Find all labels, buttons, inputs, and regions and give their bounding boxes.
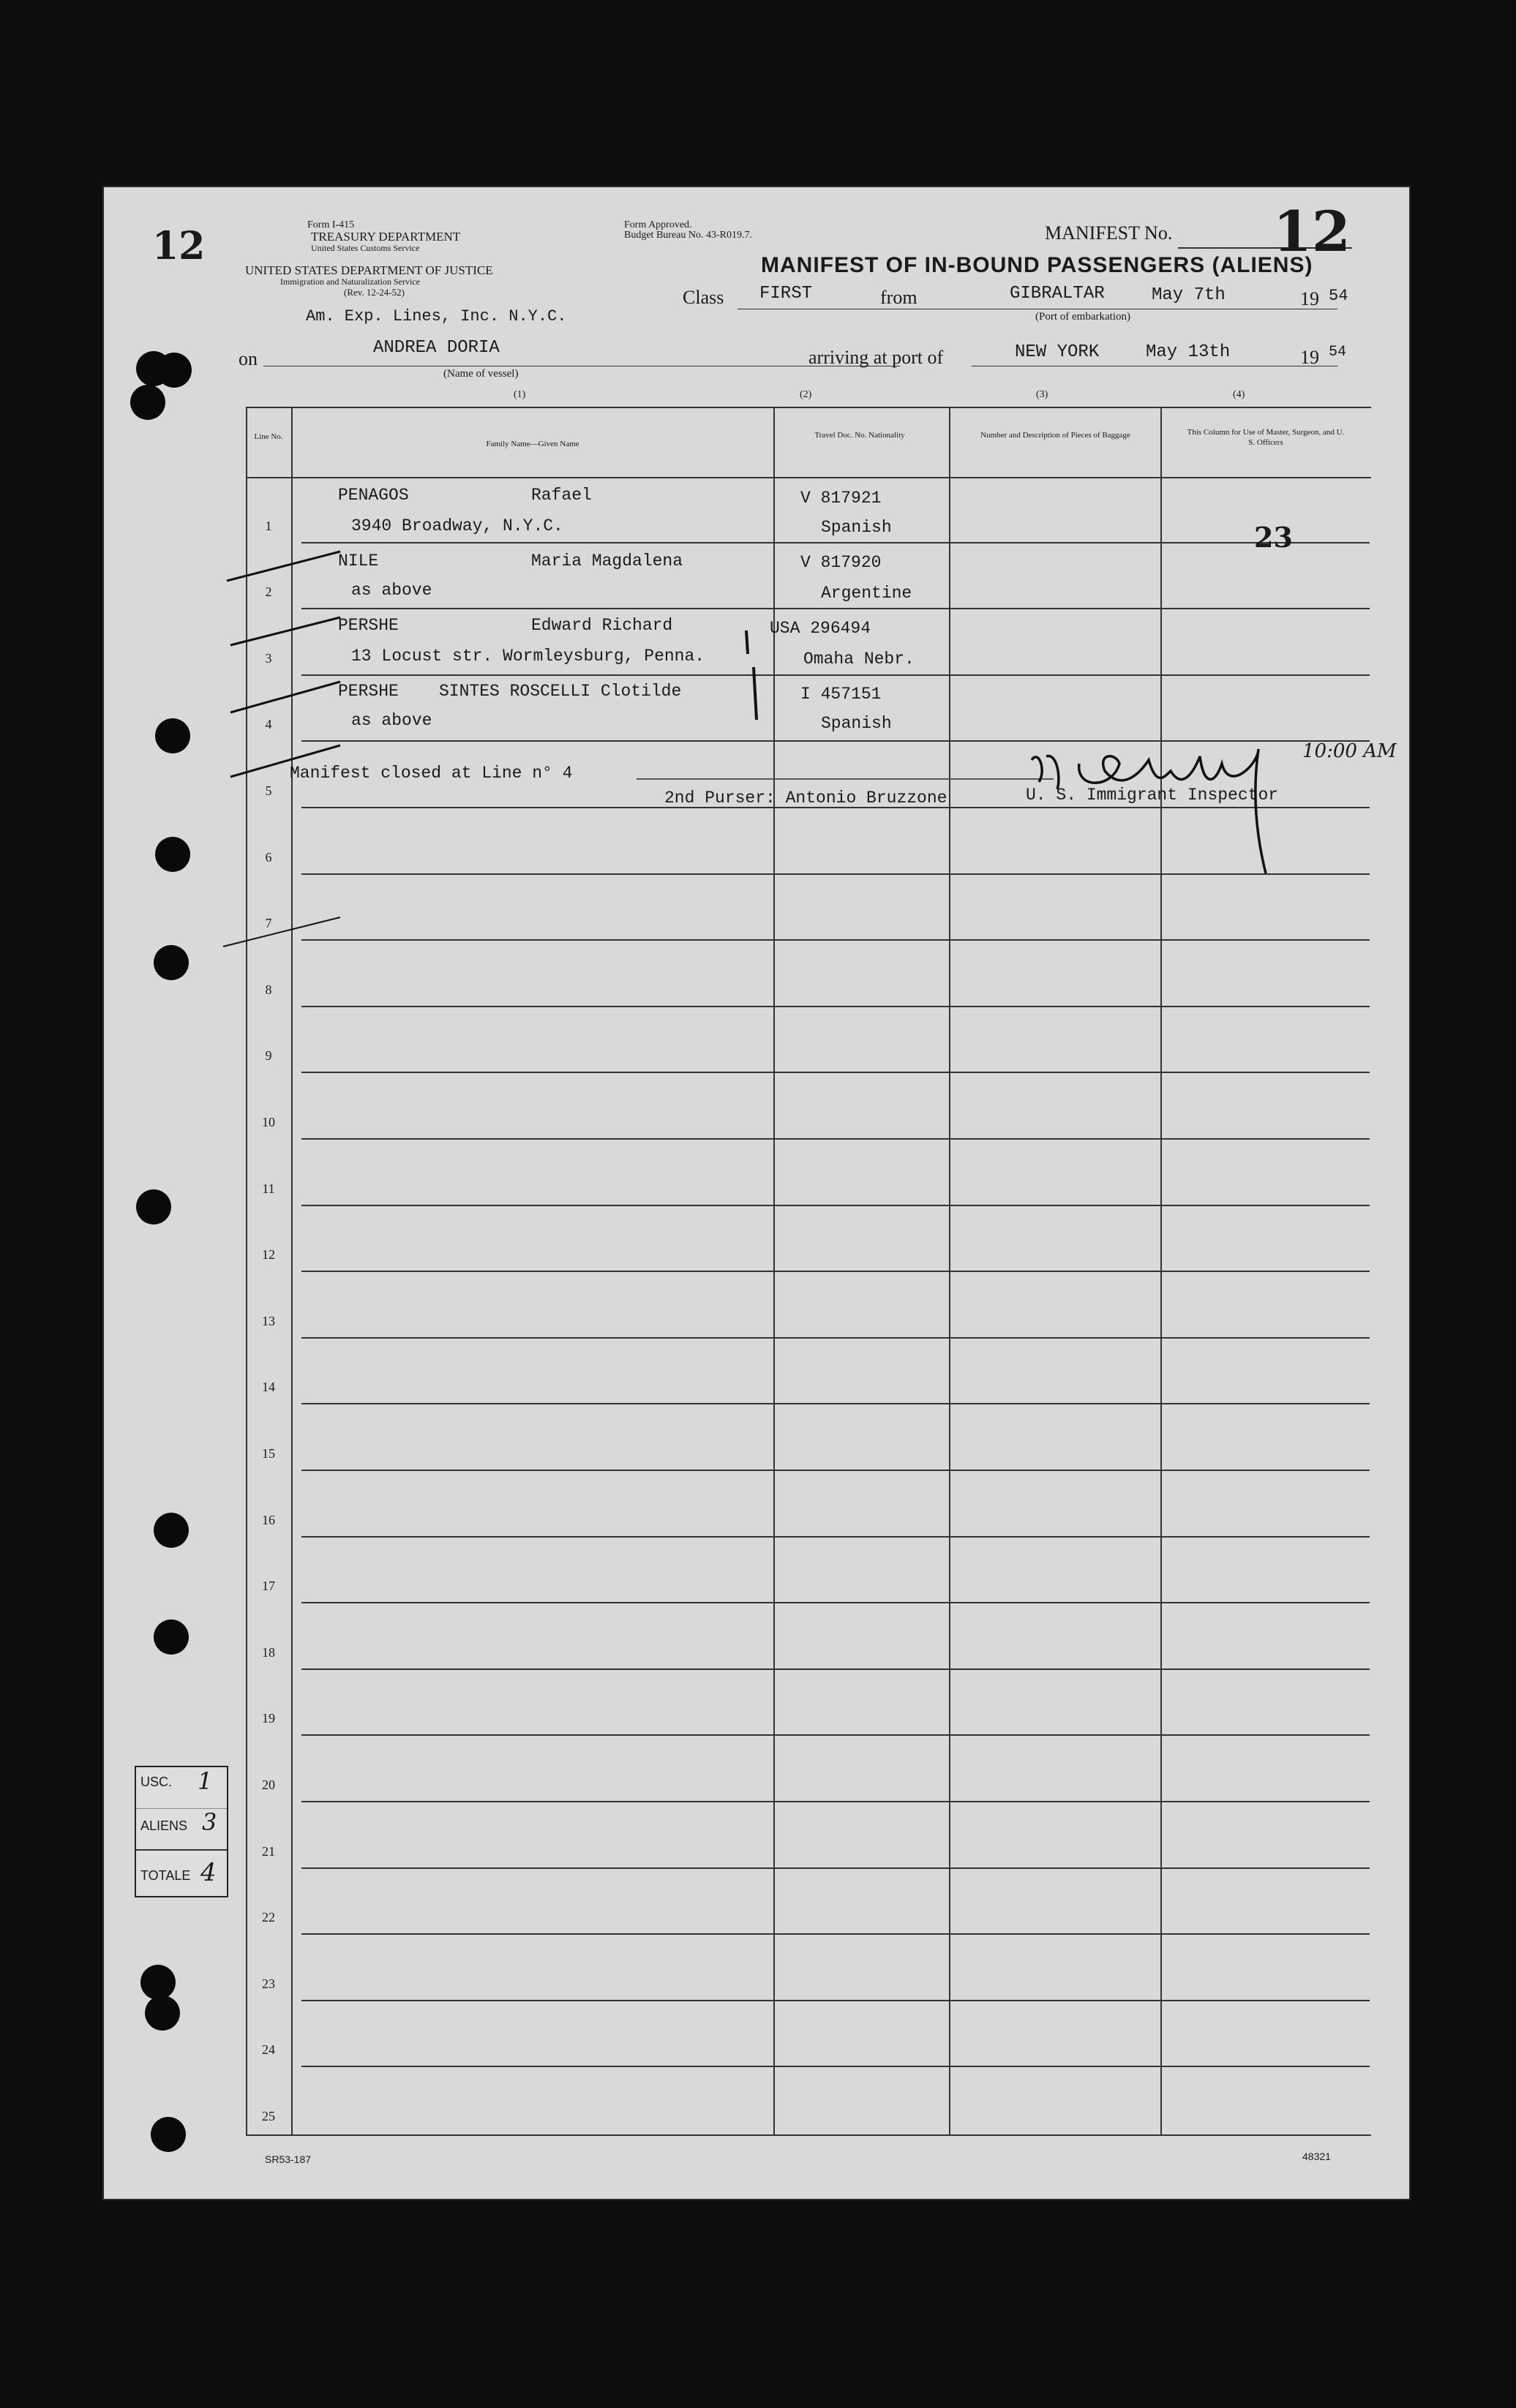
year-prefix-2: 19	[1300, 347, 1319, 368]
entry-1-family: PENAGOS	[338, 486, 409, 505]
customs-label: United States Customs Service	[311, 243, 420, 253]
usc-label: USC.	[140, 1775, 173, 1789]
bracket-mark	[732, 625, 783, 727]
row-number: 2	[265, 584, 272, 600]
row-line	[301, 1403, 1370, 1404]
binder-hole	[154, 1513, 189, 1548]
row-line	[301, 674, 1370, 676]
form-approved: Form Approved.	[624, 219, 692, 230]
row-number: 17	[262, 1579, 275, 1594]
row-number: 21	[262, 1843, 275, 1859]
row-line	[301, 542, 1370, 543]
row-line	[301, 1801, 1370, 1802]
form-number: Form I-415	[307, 219, 355, 230]
row-line	[301, 2000, 1370, 2001]
total-label: TOTALE	[140, 1868, 191, 1883]
row-line	[301, 1668, 1370, 1670]
col-num-3: (3)	[1036, 389, 1048, 400]
row-number: 5	[265, 783, 272, 798]
binder-hole	[130, 385, 165, 420]
row-number: 20	[262, 1777, 275, 1792]
col-num-2: (2)	[800, 389, 812, 400]
port-embarkation-caption: (Port of embarkation)	[1035, 311, 1130, 323]
row-line	[301, 1006, 1370, 1007]
travel-doc-column-header: Travel Doc. No. Nationality	[814, 431, 905, 440]
entry-1-address: 3940 Broadway, N.Y.C.	[351, 516, 563, 535]
row-number: 23	[262, 1976, 275, 1991]
row-number: 3	[265, 650, 272, 666]
vessel-caption: (Name of vessel)	[443, 368, 519, 380]
row-number: 13	[262, 1313, 275, 1328]
entry-3-nationality: Omaha Nebr.	[803, 650, 915, 669]
entry-2-nationality: Argentine	[821, 584, 912, 603]
total-value: 4	[200, 1858, 217, 1887]
row-number: 19	[262, 1711, 275, 1726]
from-value: GIBRALTAR	[1010, 284, 1105, 304]
arrival-port: NEW YORK	[1015, 342, 1100, 362]
agent-text: Am. Exp. Lines, Inc. N.Y.C.	[306, 307, 567, 326]
entry-1-given: Rafael	[531, 486, 592, 505]
tally-box	[135, 1766, 228, 1897]
row-number: 14	[262, 1380, 275, 1395]
entry-2-family: NILE	[338, 552, 379, 571]
binder-hole	[140, 1965, 176, 2000]
entry-4-nationality: Spanish	[821, 714, 892, 733]
budget-bureau: Budget Bureau No. 43-R019.7.	[624, 230, 752, 241]
year-prefix-1: 19	[1300, 288, 1319, 309]
name-column-header: Family Name—Given Name	[486, 440, 579, 448]
manifest-page	[102, 186, 1411, 2200]
row-number: 1	[265, 518, 272, 533]
purser-text: 2nd Purser: Antonio Bruzzone	[664, 789, 948, 808]
signature-time: 10:00 AM	[1302, 740, 1397, 762]
entry-4-family: PERSHE	[338, 682, 399, 701]
binder-hole	[154, 1619, 189, 1655]
entry-3-doc: USA 296494	[770, 619, 871, 638]
row-number: 8	[265, 982, 272, 997]
row-line	[301, 1536, 1370, 1538]
row-number: 12	[262, 1247, 275, 1263]
row-line	[301, 1602, 1370, 1603]
entry-2-address: as above	[351, 581, 432, 600]
row-number: 18	[262, 1644, 275, 1660]
class-value: FIRST	[759, 284, 813, 304]
aliens-label: ALIENS	[140, 1818, 188, 1833]
entry-4-doc: I 457151	[800, 685, 882, 704]
entry-3-given: Edward Richard	[531, 616, 673, 635]
entry-1-doc: V 817921	[800, 489, 882, 508]
row-number: 24	[262, 2042, 275, 2058]
binder-hole	[155, 837, 190, 872]
entry-1-note: 23	[1254, 521, 1293, 554]
row-line	[301, 1867, 1370, 1869]
year-suffix-1: 54	[1329, 287, 1348, 305]
row-line	[301, 1072, 1370, 1073]
row-number: 11	[262, 1181, 275, 1196]
row-line	[301, 1933, 1370, 1935]
baggage-column-header: Number and Description of Pieces of Baggage	[980, 431, 1130, 440]
row-line	[301, 1734, 1370, 1736]
corner-number: 12	[152, 224, 206, 268]
binder-hole	[145, 1995, 180, 2031]
row-number: 6	[265, 849, 272, 865]
entry-2-doc: V 817920	[800, 553, 882, 572]
entry-3-family: PERSHE	[338, 616, 399, 635]
row-line	[301, 939, 1370, 941]
row-line	[301, 1337, 1370, 1339]
usc-value: 1	[198, 1767, 213, 1795]
on-label: on	[239, 348, 258, 369]
row-line	[301, 608, 1370, 609]
row-number: 25	[262, 2109, 275, 2123]
row-line	[301, 1271, 1370, 1272]
binder-hole	[155, 718, 190, 753]
row-line	[301, 2066, 1370, 2067]
depart-date: May 7th	[1152, 285, 1226, 305]
row-number: 4	[265, 717, 272, 732]
binder-hole	[154, 945, 189, 980]
closing-text: Manifest closed at Line n° 4	[290, 764, 573, 783]
arriving-label: arriving at port of	[808, 347, 944, 368]
arrival-date: May 13th	[1146, 342, 1231, 362]
inspector-title: U. S. Immigrant Inspector	[1026, 786, 1279, 805]
entry-4-given: SINTES ROSCELLI Clotilde	[439, 682, 682, 701]
binder-hole	[151, 2117, 186, 2152]
row-number: 10	[262, 1115, 275, 1129]
vessel-name: ANDREA DORIA	[373, 338, 500, 358]
year-suffix-2: 54	[1329, 344, 1347, 361]
aliens-value: 3	[202, 1808, 217, 1836]
line-column-header: Line No.	[254, 432, 283, 441]
binder-hole	[136, 1189, 171, 1224]
from-label: from	[880, 287, 918, 308]
entry-2-given: Maria Magdalena	[531, 552, 683, 571]
row-number: 16	[262, 1512, 275, 1527]
manifest-no-label: MANIFEST No.	[1045, 222, 1173, 244]
row-number: 7	[265, 916, 272, 931]
col-num-1: (1)	[514, 389, 526, 400]
entry-1-nationality: Spanish	[821, 518, 892, 537]
row-number: 22	[262, 1910, 275, 1925]
class-label: Class	[683, 287, 724, 308]
revision-label: (Rev. 12-24-52)	[344, 287, 405, 298]
manifest-title: MANIFEST OF IN-BOUND PASSENGERS (ALIENS)	[761, 253, 1313, 277]
officers-column-header: This Column for Use of Master, Surgeon, and U. S. Officers	[1187, 428, 1345, 447]
treasury-label: TREASURY DEPARTMENT	[311, 230, 461, 244]
row-line	[301, 1138, 1370, 1140]
row-number: 15	[262, 1446, 275, 1461]
binder-hole	[157, 353, 192, 388]
col-num-4: (4)	[1233, 389, 1245, 400]
justice-label: UNITED STATES DEPARTMENT OF JUSTICE	[245, 263, 493, 277]
row-line	[301, 1470, 1370, 1471]
manifest-no-value: 12	[1273, 199, 1351, 264]
footer-left-code: SR53-187	[265, 2153, 312, 2165]
row-number: 9	[265, 1048, 272, 1064]
check-marks	[212, 500, 359, 954]
footer-right-code: 48321	[1302, 2151, 1331, 2162]
entry-4-address: as above	[351, 711, 432, 730]
row-line	[301, 1205, 1370, 1206]
ins-label: Immigration and Naturalization Service	[280, 276, 420, 287]
entry-3-address: 13 Locust str. Wormleysburg, Penna.	[351, 647, 705, 666]
